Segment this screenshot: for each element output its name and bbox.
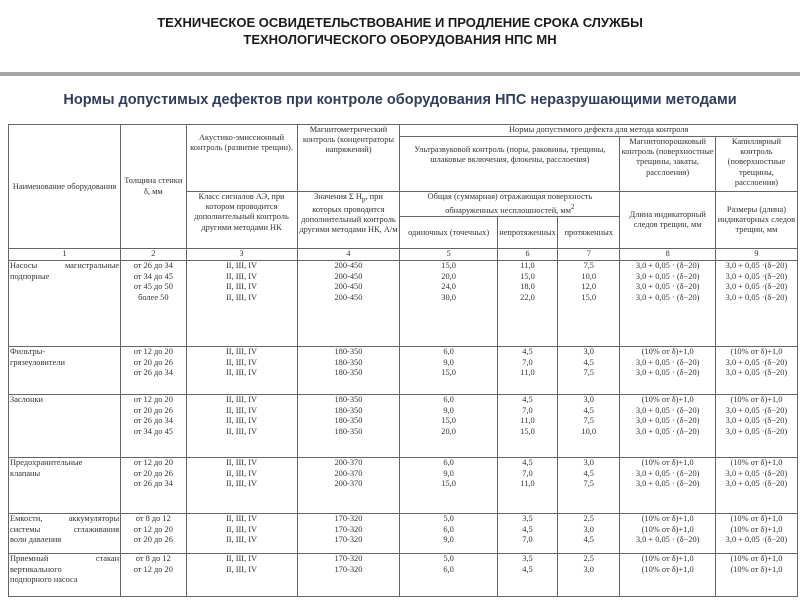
cell-line: (10% от δ)+1,0 bbox=[730, 458, 783, 468]
cell-line: 4,5 bbox=[522, 347, 533, 357]
cell-line: 9,0 bbox=[443, 468, 454, 478]
cell-line: 7,5 bbox=[583, 368, 594, 378]
cell-line: 15,0 bbox=[581, 292, 597, 302]
cell-line: 5,0 bbox=[443, 554, 454, 564]
cell-line: 200-450 bbox=[334, 261, 363, 271]
header-wall-thickness: Толщина стенки δ, мм bbox=[121, 125, 186, 249]
cell-line: 200-370 bbox=[334, 468, 363, 478]
cell-line: 15,0 bbox=[441, 261, 456, 271]
cell-line: 170-320 bbox=[334, 554, 363, 564]
cell-line: 200-370 bbox=[334, 479, 363, 489]
cell-line: II, III, IV bbox=[225, 357, 258, 367]
cell-line: II, III, IV bbox=[225, 347, 258, 357]
cell-line: 3,0 + 0,05 · (δ−20) bbox=[635, 368, 700, 378]
cell-line: II, III, IV bbox=[225, 368, 258, 378]
cell-line: 3,0 + 0,05 · (δ−20) bbox=[635, 282, 700, 292]
cell-line: 3,0 + 0,05 ·(δ−20) bbox=[725, 535, 788, 545]
cell-line: Насосы магистральные bbox=[10, 261, 120, 271]
cell-line: 200-450 bbox=[334, 292, 363, 302]
cell-line: от 34 до 45 bbox=[133, 426, 173, 436]
cell-line: 200-450 bbox=[334, 271, 363, 281]
cell-line: 6,0 bbox=[443, 458, 454, 468]
cell-extended bbox=[558, 458, 620, 514]
cell-line: II, III, IV bbox=[225, 458, 258, 468]
cell-single bbox=[400, 458, 498, 514]
cell-line: 10,0 bbox=[581, 426, 597, 436]
cell-line: 3,0 + 0,05 · (δ−20) bbox=[635, 405, 700, 415]
cell-acoustic bbox=[186, 395, 297, 458]
cell-line: 18,0 bbox=[520, 282, 535, 292]
cell-extended bbox=[558, 554, 620, 597]
cell-line: II, III, IV bbox=[225, 468, 258, 478]
cell-line: 3,0 + 0,05 ·(δ−20) bbox=[725, 292, 788, 302]
cell-acoustic bbox=[186, 261, 297, 347]
cell-line: 3,0 + 0,05 · (δ−20) bbox=[635, 357, 700, 367]
cell-line: 3,0 + 0,05 ·(δ−20) bbox=[725, 368, 788, 378]
cell-line: от 12 до 20 bbox=[133, 564, 173, 574]
cell-line: 2,5 bbox=[583, 554, 594, 564]
header-magnetometric: Магнитометрический контроль (концентраторы напряжений) bbox=[297, 125, 400, 192]
cell-line: 200-370 bbox=[334, 458, 363, 468]
cell-line: 4,5 bbox=[522, 564, 533, 574]
cell-line: от 20 до 26 bbox=[133, 468, 173, 478]
header-crack-trace-length: Длина индикаторный следов трещин, мм bbox=[620, 192, 716, 249]
cell-non-extended bbox=[497, 261, 557, 347]
cell-line: 2,5 bbox=[583, 514, 594, 524]
cell-line: (10% от δ)+1,0 bbox=[730, 524, 783, 534]
cell-line: от 26 до 34 bbox=[133, 416, 173, 426]
table-row bbox=[9, 347, 798, 395]
column-number: 6 bbox=[497, 249, 557, 261]
cell-line: 170-320 bbox=[334, 564, 363, 574]
cell-line: 3,0 + 0,05 ·(δ−20) bbox=[725, 282, 788, 292]
cell-name bbox=[9, 261, 121, 347]
header-ultrasonic: Ультразвуковой контроль (поры, раковины, трещины, шлаковые включения, флокены, расслоения) bbox=[400, 137, 620, 192]
cell-line: 11,0 bbox=[520, 416, 535, 426]
header-single-defects: одиночных (точечных) bbox=[400, 217, 498, 249]
cell-line: 3,0 + 0,05 ·(δ−20) bbox=[725, 426, 788, 436]
header-extended-defects: протяженных bbox=[558, 217, 620, 249]
cell-line: II, III, IV bbox=[225, 405, 258, 415]
cell-line: от 12 до 20 bbox=[133, 524, 173, 534]
cell-magnetometric bbox=[297, 554, 400, 597]
cell-extended bbox=[558, 395, 620, 458]
cell-capillary bbox=[715, 514, 797, 554]
cell-line: от 12 до 20 bbox=[133, 347, 173, 357]
cell-line: подпорные bbox=[10, 271, 50, 281]
cell-line: 3,0 + 0,05 · (δ−20) bbox=[635, 479, 700, 489]
cell-line: II, III, IV bbox=[225, 292, 258, 302]
cell-thickness bbox=[121, 347, 186, 395]
cell-line: II, III, IV bbox=[225, 261, 258, 271]
slide-title bbox=[0, 14, 800, 48]
cell-magnetic-powder bbox=[620, 395, 716, 458]
cell-acoustic bbox=[186, 514, 297, 554]
cell-line: 7,5 bbox=[583, 416, 594, 426]
cell-line: 180-350 bbox=[334, 357, 363, 367]
cell-single bbox=[400, 395, 498, 458]
column-number: 3 bbox=[186, 249, 297, 261]
cell-acoustic bbox=[186, 347, 297, 395]
cell-line: 3,0 bbox=[583, 564, 594, 574]
cell-line: от 20 до 26 bbox=[133, 357, 173, 367]
cell-line: 15,0 bbox=[441, 416, 456, 426]
cell-line: 24,0 bbox=[441, 282, 456, 292]
cell-line: 7,0 bbox=[522, 535, 533, 545]
cell-extended bbox=[558, 347, 620, 395]
cell-line: 3,0 + 0,05 ·(δ−20) bbox=[725, 261, 788, 271]
cell-line: Емкости, аккумуляторы bbox=[10, 514, 120, 524]
cell-line: 9,0 bbox=[443, 535, 454, 545]
cell-line: 4,5 bbox=[583, 535, 594, 545]
cell-line: 200-450 bbox=[334, 282, 363, 292]
table-row bbox=[9, 458, 798, 514]
cell-line: 3,0 + 0,05 · (δ−20) bbox=[635, 271, 700, 281]
cell-line: от 8 до 12 bbox=[135, 554, 171, 564]
cell-line: 3,0 + 0,05 · (δ−20) bbox=[635, 468, 700, 478]
cell-line: (10% от δ)+1,0 bbox=[730, 514, 783, 524]
cell-line: (10% от δ)+1,0 bbox=[641, 458, 694, 468]
cell-line: 5,0 bbox=[443, 514, 454, 524]
cell-line: II, III, IV bbox=[225, 479, 258, 489]
header-non-extended-defects: непротяженных bbox=[497, 217, 557, 249]
cell-name bbox=[9, 347, 121, 395]
cell-line: 15,0 bbox=[441, 368, 456, 378]
cell-line: 6,0 bbox=[443, 524, 454, 534]
cell-line: II, III, IV bbox=[225, 271, 258, 281]
cell-line: 7,5 bbox=[583, 261, 594, 271]
cell-line: 9,0 bbox=[443, 357, 454, 367]
cell-line: 3,5 bbox=[522, 554, 533, 564]
cell-non-extended bbox=[497, 514, 557, 554]
cell-line: 3,0 + 0,05 ·(δ−20) bbox=[725, 416, 788, 426]
cell-single bbox=[400, 261, 498, 347]
cell-magnetometric bbox=[297, 514, 400, 554]
cell-line: 3,0 + 0,05 · (δ−20) bbox=[635, 426, 700, 436]
column-number: 5 bbox=[400, 249, 498, 261]
column-number: 9 bbox=[715, 249, 797, 261]
cell-line: (10% от δ)+1,0 bbox=[641, 514, 694, 524]
cell-line: 20,0 bbox=[441, 271, 456, 281]
cell-line: 3,0 + 0,05 · (δ−20) bbox=[635, 416, 700, 426]
cell-line: 7,5 bbox=[583, 479, 594, 489]
cell-magnetometric bbox=[297, 458, 400, 514]
cell-line: 4,5 bbox=[583, 405, 594, 415]
column-number: 1 bbox=[9, 249, 121, 261]
cell-line: 15,0 bbox=[520, 271, 535, 281]
header-defect-norms-group: Нормы допустимого дефекта для метода контроля bbox=[400, 125, 798, 137]
header-reflecting-surface: Общая (суммарная) отражающая поверхность обнаруженных несплошностей, $мм^2$ bbox=[400, 192, 620, 217]
cell-single bbox=[400, 347, 498, 395]
cell-line: II, III, IV bbox=[225, 554, 258, 564]
cell-line: 3,0 + 0,05 ·(δ−20) bbox=[725, 357, 788, 367]
cell-extended bbox=[558, 514, 620, 554]
cell-line: 3,0 + 0,05 ·(δ−20) bbox=[725, 479, 788, 489]
cell-line: 4,5 bbox=[583, 357, 594, 367]
column-number: 8 bbox=[620, 249, 716, 261]
cell-line: II, III, IV bbox=[225, 524, 258, 534]
cell-capillary bbox=[715, 261, 797, 347]
cell-line: 3,0 + 0,05 ·(δ−20) bbox=[725, 271, 788, 281]
cell-line: 10,0 bbox=[581, 271, 597, 281]
cell-line: II, III, IV bbox=[225, 416, 258, 426]
cell-capillary bbox=[715, 554, 797, 597]
cell-line: от 20 до 26 bbox=[133, 535, 173, 545]
cell-name bbox=[9, 514, 121, 554]
cell-line: более 50 bbox=[138, 292, 169, 302]
cell-line: 180-350 bbox=[334, 368, 363, 378]
cell-line: 3,0 bbox=[583, 347, 594, 357]
cell-line: 3,0 + 0,05 · (δ−20) bbox=[635, 535, 700, 545]
cell-magnetometric bbox=[297, 395, 400, 458]
cell-line: 4,5 bbox=[522, 458, 533, 468]
header-acoustic-emission: Акустико-эмиссионный контроль (развитие трещин). bbox=[186, 125, 297, 192]
cell-line: 4,5 bbox=[583, 468, 594, 478]
column-number: 2 bbox=[121, 249, 186, 261]
cell-magnetic-powder bbox=[620, 554, 716, 597]
cell-line: от 8 до 12 bbox=[135, 514, 171, 524]
cell-line: от 34 до 45 bbox=[133, 271, 173, 281]
cell-single bbox=[400, 514, 498, 554]
cell-capillary bbox=[715, 458, 797, 514]
cell-line: 3,0 + 0,05 · (δ−20) bbox=[635, 261, 700, 271]
cell-thickness bbox=[121, 554, 186, 597]
cell-line: 180-350 bbox=[334, 395, 363, 405]
cell-line: системы сглаживания bbox=[10, 524, 120, 534]
cell-line: II, III, IV bbox=[225, 564, 258, 574]
slide-title-line-1: ТЕХНИЧЕСКОЕ ОСВИДЕТЕЛЬСТВОВАНИЕ И ПРОДЛЕНИЕ СРОКА СЛУЖБЫ bbox=[157, 15, 643, 30]
cell-line: 170-320 bbox=[334, 535, 363, 545]
cell-line: от 12 до 20 bbox=[133, 458, 173, 468]
cell-thickness bbox=[121, 395, 186, 458]
cell-line: 15,0 bbox=[441, 479, 456, 489]
cell-line: от 26 до 34 bbox=[133, 261, 173, 271]
cell-acoustic bbox=[186, 458, 297, 514]
cell-line: 22,0 bbox=[520, 292, 535, 302]
cell-line: 11,0 bbox=[520, 368, 535, 378]
cell-name bbox=[9, 554, 121, 597]
cell-line: клапаны bbox=[10, 468, 41, 478]
column-number-row bbox=[9, 249, 798, 261]
defect-norms-table bbox=[8, 124, 798, 597]
header-crack-trace-size: Размеры (длина) индикаторных следов трещин, мм bbox=[715, 192, 797, 249]
cell-line: (10% от δ)+1,0 bbox=[730, 564, 783, 574]
cell-line: 180-350 bbox=[334, 416, 363, 426]
cell-line: 6,0 bbox=[443, 564, 454, 574]
cell-line: II, III, IV bbox=[225, 426, 258, 436]
column-number: 4 bbox=[297, 249, 400, 261]
cell-line: II, III, IV bbox=[225, 282, 258, 292]
cell-line: от 12 до 20 bbox=[133, 395, 173, 405]
header-magnetic-powder: Магнитопорошковый контроль (поверхностные трещины, закаты, расслоения) bbox=[620, 137, 716, 192]
table-row bbox=[9, 261, 798, 347]
cell-name bbox=[9, 395, 121, 458]
cell-magnetic-powder bbox=[620, 458, 716, 514]
cell-thickness bbox=[121, 261, 186, 347]
cell-line: (10% от δ)+1,0 bbox=[641, 554, 694, 564]
cell-line: 180-350 bbox=[334, 347, 363, 357]
cell-line: 180-350 bbox=[334, 426, 363, 436]
cell-line: (10% от δ)+1,0 bbox=[641, 347, 694, 357]
cell-line: Заслонки bbox=[10, 395, 44, 405]
cell-line: 30,0 bbox=[441, 292, 456, 302]
cell-line: 7,0 bbox=[522, 405, 533, 415]
cell-line: (10% от δ)+1,0 bbox=[730, 554, 783, 564]
cell-line: 12,0 bbox=[581, 282, 597, 292]
cell-thickness bbox=[121, 514, 186, 554]
cell-capillary bbox=[715, 347, 797, 395]
header-equipment-name: Наименование оборудования bbox=[9, 125, 121, 249]
cell-line: Фильтры- bbox=[10, 347, 46, 357]
cell-magnetic-powder bbox=[620, 261, 716, 347]
cell-line: от 26 до 34 bbox=[133, 479, 173, 489]
cell-non-extended bbox=[497, 554, 557, 597]
cell-line: II, III, IV bbox=[225, 535, 258, 545]
cell-line: 4,5 bbox=[522, 395, 533, 405]
cell-line: 15,0 bbox=[520, 426, 535, 436]
cell-line: 170-320 bbox=[334, 524, 363, 534]
cell-magnetic-powder bbox=[620, 514, 716, 554]
column-number: 7 bbox=[558, 249, 620, 261]
cell-line: 3,0 bbox=[583, 458, 594, 468]
cell-line: 7,0 bbox=[522, 468, 533, 478]
cell-line: 3,0 + 0,05 ·(δ−20) bbox=[725, 405, 788, 415]
cell-name bbox=[9, 458, 121, 514]
table-row bbox=[9, 554, 798, 597]
cell-line: 6,0 bbox=[443, 395, 454, 405]
cell-capillary bbox=[715, 395, 797, 458]
cell-line: (10% от δ)+1,0 bbox=[641, 395, 694, 405]
cell-line: 3,0 bbox=[583, 395, 594, 405]
cell-non-extended bbox=[497, 395, 557, 458]
cell-line: 3,0 + 0,05 · (δ−20) bbox=[635, 292, 700, 302]
header-ae-signal-class: Класс сигналов АЭ, при котором проводится дополнительный контроль другими методами НК bbox=[186, 192, 297, 249]
cell-line: подпорного насоса bbox=[10, 575, 78, 585]
cell-thickness bbox=[121, 458, 186, 514]
cell-line: 20,0 bbox=[441, 426, 456, 436]
cell-magnetometric bbox=[297, 347, 400, 395]
cell-line: II, III, IV bbox=[225, 395, 258, 405]
cell-line: от 26 до 34 bbox=[133, 368, 173, 378]
cell-line: (10% от δ)+1,0 bbox=[730, 395, 783, 405]
cell-line: 3,5 bbox=[522, 514, 533, 524]
table-subtitle: Нормы допустимых дефектов при контроле оборудования НПС неразрушающими методами bbox=[63, 92, 737, 108]
cell-line: 170-320 bbox=[334, 514, 363, 524]
cell-line: (10% от δ)+1,0 bbox=[641, 524, 694, 534]
slide-title-line-2: ТЕХНОЛОГИЧЕСКОГО ОБОРУДОВАНИЯ НПС МН bbox=[243, 32, 557, 47]
cell-non-extended bbox=[497, 347, 557, 395]
cell-line: (10% от δ)+1,0 bbox=[730, 347, 783, 357]
cell-line: вертикального bbox=[10, 564, 62, 574]
cell-line: 180-350 bbox=[334, 405, 363, 415]
title-divider bbox=[0, 72, 800, 76]
cell-line: от 45 до 50 bbox=[133, 282, 173, 292]
cell-extended bbox=[558, 261, 620, 347]
cell-line: 11,0 bbox=[520, 261, 535, 271]
cell-non-extended bbox=[497, 458, 557, 514]
cell-line: от 20 до 26 bbox=[133, 405, 173, 415]
cell-line: 11,0 bbox=[520, 479, 535, 489]
cell-line: 7,0 bbox=[522, 357, 533, 367]
cell-line: 3,0 + 0,05 ·(δ−20) bbox=[725, 468, 788, 478]
cell-line: (10% от δ)+1,0 bbox=[641, 564, 694, 574]
table-row bbox=[9, 514, 798, 554]
cell-line: II, III, IV bbox=[225, 514, 258, 524]
cell-line: 4,5 bbox=[522, 524, 533, 534]
cell-line: 9,0 bbox=[443, 405, 454, 415]
header-hp-values: Значения Σ $H_p$, при которых проводится дополнительный контроль другими методами НК, А/м bbox=[297, 192, 400, 249]
cell-line: волн давления bbox=[10, 535, 62, 545]
cell-line: 6,0 bbox=[443, 347, 454, 357]
cell-acoustic bbox=[186, 554, 297, 597]
cell-line: грязеуловители bbox=[10, 357, 65, 367]
cell-magnetic-powder bbox=[620, 347, 716, 395]
cell-line: 3,0 bbox=[583, 524, 594, 534]
cell-line: Предохранительные bbox=[10, 458, 83, 468]
cell-line: Приемный стакан bbox=[10, 554, 120, 564]
cell-single bbox=[400, 554, 498, 597]
header-capillary: Капиллярный контроль (поверхностные трещины, расслоения) bbox=[715, 137, 797, 192]
cell-magnetometric bbox=[297, 261, 400, 347]
table-row bbox=[9, 395, 798, 458]
